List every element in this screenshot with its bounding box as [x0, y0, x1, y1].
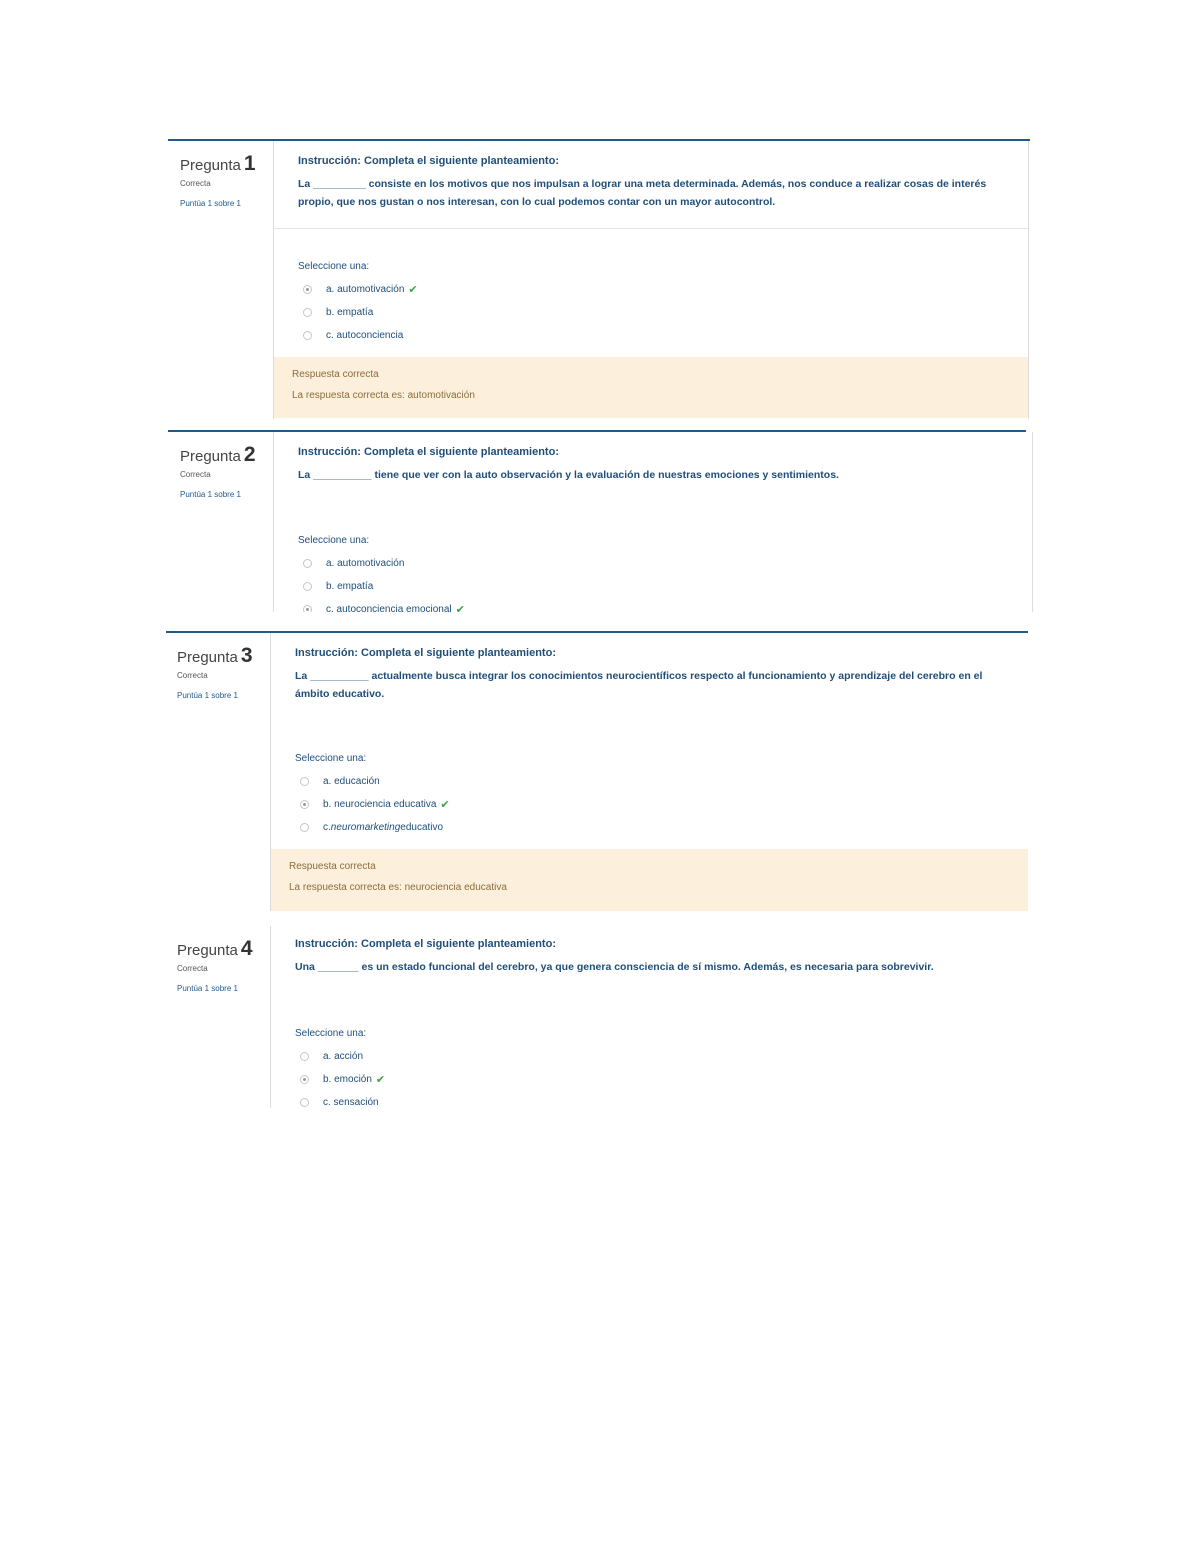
- question-formulation: [298, 446, 992, 484]
- radio-button-selected[interactable]: [300, 800, 309, 809]
- answer-block: [295, 753, 450, 839]
- check-icon: ✔: [440, 799, 450, 811]
- option-label-italic: neuromarketing: [330, 822, 401, 833]
- check-icon: ✔: [408, 284, 418, 296]
- option-label: c. autoconciencia emocional: [326, 604, 452, 612]
- question-text: La __________ actualmente busca integrar los conocimientos neurocientíficos respecto al funcionamiento y aprendizaje del cerebro en el ámbito educativo.: [295, 670, 983, 700]
- radio-button[interactable]: [303, 331, 312, 340]
- question-grade: Puntúa 1 sobre 1: [177, 691, 238, 700]
- option-label: b. neurociencia educativa: [323, 799, 437, 810]
- question-text: La _________ consiste en los motivos que nos impulsan a lograr una meta determinada. Además, nos conduce a realizar cosas de interés propio, que nos gustan o nos interesan, con lo cual podemos contar con un mayor autocontrol.: [298, 178, 987, 208]
- radio-button[interactable]: [303, 559, 312, 568]
- question-4-content: [270, 926, 1028, 1108]
- radio-button[interactable]: [300, 777, 309, 786]
- option-c[interactable]: [295, 816, 450, 839]
- option-b[interactable]: [295, 793, 450, 816]
- radio-button[interactable]: [303, 582, 312, 591]
- question-title: [177, 644, 253, 668]
- answer-prompt: Seleccione una:: [295, 753, 367, 764]
- option-c[interactable]: [298, 598, 465, 612]
- option-a[interactable]: [298, 552, 465, 575]
- feedback-title: Respuesta correcta: [292, 369, 379, 380]
- option-c[interactable]: [295, 1091, 385, 1108]
- right-answer: La respuesta correcta es: automotivación: [292, 390, 475, 401]
- option-c[interactable]: [298, 324, 418, 347]
- answer-block: [295, 1028, 385, 1108]
- option-b[interactable]: [295, 1068, 385, 1091]
- question-title: [180, 152, 256, 176]
- question-state: Correcta: [180, 470, 211, 479]
- question-grade: Puntúa 1 sobre 1: [180, 490, 241, 499]
- check-icon: ✔: [375, 1074, 386, 1086]
- question-formulation: [298, 155, 988, 211]
- answer-block: [298, 261, 418, 347]
- question-text: Una _______ es un estado funcional del cerebro, ya que genera consciencia de sí mismo. Además, es necesaria para sobrevivir.: [295, 961, 934, 973]
- option-label-prefix: c.: [323, 822, 331, 833]
- question-text: La __________ tiene que ver con la auto observación y la evaluación de nuestras emociones y sentimientos.: [298, 469, 839, 481]
- question-instruction: Instrucción: Completa el siguiente planteamiento:: [295, 647, 556, 659]
- option-label: c. autoconciencia: [326, 330, 404, 341]
- option-label: a. educación: [323, 776, 380, 787]
- option-label: a. automotivación: [326, 284, 405, 295]
- feedback-title: Respuesta correcta: [289, 861, 376, 872]
- question-number: 3: [240, 644, 253, 667]
- option-label: c. sensación: [323, 1097, 379, 1108]
- right-answer: La respuesta correcta es: neurociencia educativa: [289, 882, 507, 893]
- question-label: Pregunta: [177, 649, 238, 666]
- option-label-suffix: educativo: [400, 822, 444, 833]
- question-number: 2: [243, 443, 256, 466]
- question-formulation: [295, 647, 988, 703]
- question-instruction: Instrucción: Completa el siguiente planteamiento:: [298, 446, 559, 458]
- question-4-info: [177, 937, 253, 994]
- answer-block: [298, 535, 465, 612]
- radio-button-selected[interactable]: [303, 285, 312, 294]
- option-a[interactable]: [295, 1045, 385, 1068]
- option-label: a. acción: [323, 1051, 364, 1062]
- question-title: [180, 443, 256, 467]
- question-number: 4: [240, 937, 253, 960]
- radio-button[interactable]: [300, 823, 309, 832]
- separator: [274, 228, 1028, 229]
- answer-prompt: Seleccione una:: [295, 1028, 367, 1039]
- question-instruction: Instrucción: Completa el siguiente planteamiento:: [298, 155, 559, 167]
- question-state: Correcta: [180, 179, 211, 188]
- question-grade: Puntúa 1 sobre 1: [177, 984, 238, 993]
- answer-prompt: Seleccione una:: [298, 535, 370, 546]
- question-1-info: [180, 152, 256, 209]
- question-1-content: [273, 141, 1029, 419]
- question-number: 1: [243, 152, 256, 175]
- feedback-box: [274, 357, 1028, 418]
- question-grade: Puntúa 1 sobre 1: [180, 199, 241, 208]
- radio-button-selected[interactable]: [303, 605, 312, 612]
- question-2-content: [273, 432, 1033, 612]
- question-label: Pregunta: [180, 448, 241, 465]
- radio-button-selected[interactable]: [300, 1075, 309, 1084]
- option-label: b. emoción: [323, 1074, 372, 1085]
- option-b[interactable]: [298, 301, 418, 324]
- question-3-info: [177, 644, 253, 701]
- feedback-box: [271, 849, 1028, 911]
- question-state: Correcta: [177, 964, 208, 973]
- option-label: b. empatía: [326, 307, 374, 318]
- radio-button[interactable]: [300, 1098, 309, 1107]
- question-3-content: [270, 633, 1028, 911]
- check-icon: ✔: [455, 604, 465, 612]
- question-2-info: [180, 443, 256, 500]
- answer-prompt: Seleccione una:: [298, 261, 370, 272]
- question-title: [177, 937, 253, 961]
- option-label: a. automotivación: [326, 558, 405, 569]
- option-a[interactable]: [298, 278, 418, 301]
- radio-button[interactable]: [300, 1052, 309, 1061]
- radio-button[interactable]: [303, 308, 312, 317]
- question-instruction: Instrucción: Completa el siguiente planteamiento:: [295, 938, 556, 950]
- question-label: Pregunta: [180, 157, 241, 174]
- question-label: Pregunta: [177, 942, 238, 959]
- option-label: b. empatía: [326, 581, 374, 592]
- option-b[interactable]: [298, 575, 465, 598]
- question-formulation: [295, 938, 988, 976]
- option-a[interactable]: [295, 770, 450, 793]
- question-state: Correcta: [177, 671, 208, 680]
